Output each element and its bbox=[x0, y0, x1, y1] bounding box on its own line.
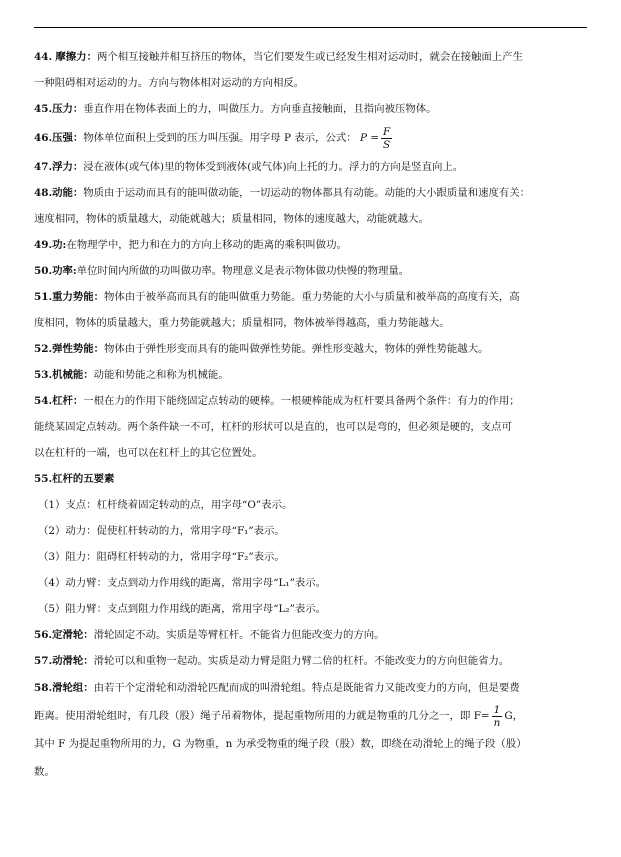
item-50: 50.功率:单位时间内所做的功叫做功率。物理意义是表示物体做功快慢的物理量。 bbox=[34, 265, 410, 277]
document-body bbox=[34, 44, 587, 786]
term: 滑轮组 bbox=[52, 682, 84, 694]
definition: 单位时间内所做的功叫做功率。物理意义是表示物体做功快慢的物理量。 bbox=[76, 265, 410, 277]
definition-cont: 度相同，物体的质量越大，重力势能就越大；质量相同，物体被举得越高，重力势能越大。 bbox=[34, 317, 450, 329]
item-52: 52.弹性势能：物体由于弹性形变而具有的能叫做弹性势能。弹性形变越大，物体的弹性势能越大。 bbox=[34, 343, 489, 355]
definition: 一根在力的作用下能绕固定点转动的硬棒。一根硬棒能成为杠杆要具备两个条件：有力的作用； bbox=[83, 395, 520, 407]
definition: 滑轮可以和重物一起动。实质是动力臂是阻力臂二倍的杠杆。不能改变力的方向但能省力。 bbox=[93, 655, 510, 667]
definition: 物体由于被举高而具有的能叫做重力势能。重力势能的大小与质量和被举高的高度有关，高 bbox=[104, 291, 520, 303]
item-55-heading bbox=[34, 466, 587, 492]
definition: 物质由于运动而具有的能叫做动能，一切运动的物体都具有动能。动能的大小跟质量和速度有关： bbox=[83, 187, 531, 199]
definition: 浸在液体(或气体)里的物体受到液体(或气体)向上托的力。浮力的方向是竖直向上。 bbox=[83, 161, 464, 173]
item-56: 56.定滑轮：滑轮固定不动。实质是等臂杠杆。不能省力但能改变力的方向。 bbox=[34, 629, 385, 641]
lever-element-5: （5）阻力臂：支点到阻力作用线的距离，常用字母“L₂”表示。 bbox=[38, 603, 327, 615]
item-46: 46.压强：物体单位面积上受到的压力叫压强。用字母 P 表示，公式： P = $\frac{F}{S}$ bbox=[34, 125, 391, 151]
term: 摩擦力 bbox=[55, 51, 87, 63]
item-53: 53.机械能：动能和势能之和称为机械能。 bbox=[34, 369, 229, 381]
pressure-formula: $\frac{F}{S}$ bbox=[382, 125, 391, 151]
term: 浮力 bbox=[52, 161, 73, 173]
definition-cont: 速度相同，物体的质量越大，动能就越大；质量相同，物体的速度越大，动能就越大。 bbox=[34, 213, 429, 225]
term: 压力 bbox=[52, 103, 73, 115]
item-58: 58.滑轮组：由若干个定滑轮和动滑轮匹配而成的叫滑轮组。特点是既能省力又能改变力的方向，但是要费 距离。使用滑轮组时，有几段（股）绳子吊着物体，提起重物所用的力就是物重的几分之一，即 F= $\frac{1}{n}$ G， 其中 F 为提起重物所用的力，G 为物重，n 为承受物重的绳子段（股）数，即绕在动滑轮上的绳子段（股） 数。 bbox=[34, 682, 527, 778]
item-48: 48.动能：物质由于运动而具有的能叫做动能，一切运动的物体都具有动能。动能的大小跟质量和速度有关： 速度相同，物体的质量越大，动能就越大；质量相同，物体的速度越大，动能就越大。 bbox=[34, 187, 531, 225]
term: 弹性势能 bbox=[52, 343, 94, 355]
item-57: 57.动滑轮：滑轮可以和重物一起动。实质是动力臂是阻力臂二倍的杠杆。不能改变力的方向但能省力。 bbox=[34, 655, 510, 667]
lever-element-2: （2）动力：促使杠杆转动的力，常用字母“F₁”表示。 bbox=[38, 525, 285, 537]
definition-cont: 以在杠杆的一端，也可以在杠杆上的其它位置处。 bbox=[34, 447, 263, 459]
header-rule bbox=[34, 27, 587, 28]
definition: 垂直作用在物体表面上的力，叫做压力。方向垂直接触面，且指向被压物体。 bbox=[83, 103, 437, 115]
definition: 物体由于弹性形变而具有的能叫做弹性势能。弹性形变越大，物体的弹性势能越大。 bbox=[104, 343, 489, 355]
definition: 滑轮固定不动。实质是等臂杠杆。不能省力但能改变力的方向。 bbox=[93, 629, 385, 641]
item-45: 45.压力：垂直作用在物体表面上的力，叫做压力。方向垂直接触面，且指向被压物体。 bbox=[34, 103, 437, 115]
term: 动滑轮 bbox=[52, 655, 84, 667]
formula-lhs: P = bbox=[359, 132, 379, 144]
definition-cont: 距离。使用滑轮组时，有几段（股）绳子吊着物体，提起重物所用的力就是物重的几分之一，即 F= bbox=[34, 710, 490, 722]
definition-cont: 能绕某固定点转动。两个条件缺一不可，杠杆的形状可以是直的，也可以是弯的，但必须是硬的，支点可 bbox=[34, 421, 512, 433]
lever-element-3: （3）阻力：阻碍杠杆转动的力，常用字母“F₂”表示。 bbox=[38, 551, 285, 563]
definition: 动能和势能之和称为机械能。 bbox=[93, 369, 229, 381]
lever-element-1: （1）支点：杠杆绕着固定转动的点，用字母“O”表示。 bbox=[38, 499, 293, 511]
definition: 两个相互接触并相互挤压的物体，当它们要发生或已经发生相对运动时，就会在接触面上产生 bbox=[96, 51, 523, 63]
pulley-formula-fraction: $\frac{1}{n}$ bbox=[493, 703, 501, 729]
term: 杠杆 bbox=[52, 395, 73, 407]
definition: 在物理学中，把力和在力的方向上移动的距离的乘积叫做功。 bbox=[66, 239, 347, 251]
term: 功率 bbox=[52, 265, 73, 277]
term: 压强 bbox=[52, 132, 73, 144]
item-51: 51.重力势能：物体由于被举高而具有的能叫做重力势能。重力势能的大小与质量和被举高的高度有关，高 度相同，物体的质量越大，重力势能就越大；质量相同，物体被举得越高，重力势能越大。 bbox=[34, 291, 520, 329]
definition: 物体单位面积上受到的压力叫压强。用字母 P 表示，公式： bbox=[83, 132, 357, 144]
section-heading: 55.杠杆的五要素 bbox=[34, 473, 115, 485]
item-47: 47.浮力：浸在液体(或气体)里的物体受到液体(或气体)向上托的力。浮力的方向是竖直向上。 bbox=[34, 161, 464, 173]
term: 动能 bbox=[52, 187, 73, 199]
term: 功 bbox=[52, 239, 63, 251]
item-54: 54.杠杆：一根在力的作用下能绕固定点转动的硬棒。一根硬棒能成为杠杆要具备两个条件：有力的作用； 能绕某固定点转动。两个条件缺一不可，杠杆的形状可以是直的，也可以是弯的，但必须是硬的，支点可 以在杠杆的一端，也可以在杠杆上的其它位置处。 bbox=[34, 395, 520, 459]
definition-cont: 其中 F 为提起重物所用的力，G 为物重，n 为承受物重的绳子段（股）数，即绕在动滑轮上的绳子段（股） bbox=[34, 738, 527, 750]
lever-element-4: （4）动力臂：支点到动力作用线的距离，常用字母“L₁”表示。 bbox=[38, 577, 327, 589]
item-number: 44. bbox=[34, 51, 53, 63]
term: 定滑轮 bbox=[52, 629, 84, 641]
term: 重力势能 bbox=[52, 291, 94, 303]
definition-cont: 数。 bbox=[34, 766, 55, 778]
item-44: 44. 摩擦力：两个相互接触并相互挤压的物体，当它们要发生或已经发生相对运动时，就会在接触面上产生 一种阻碍相对运动的力。方向与物体相对运动的方向相反。 bbox=[34, 51, 523, 89]
definition: 由若干个定滑轮和动滑轮匹配而成的叫滑轮组。特点是既能省力又能改变力的方向，但是要费 bbox=[93, 682, 520, 694]
item-49: 49.功:在物理学中，把力和在力的方向上移动的距离的乘积叫做功。 bbox=[34, 239, 347, 251]
term: 机械能 bbox=[52, 369, 84, 381]
definition-cont: 一种阻碍相对运动的力。方向与物体相对运动的方向相反。 bbox=[34, 77, 305, 89]
